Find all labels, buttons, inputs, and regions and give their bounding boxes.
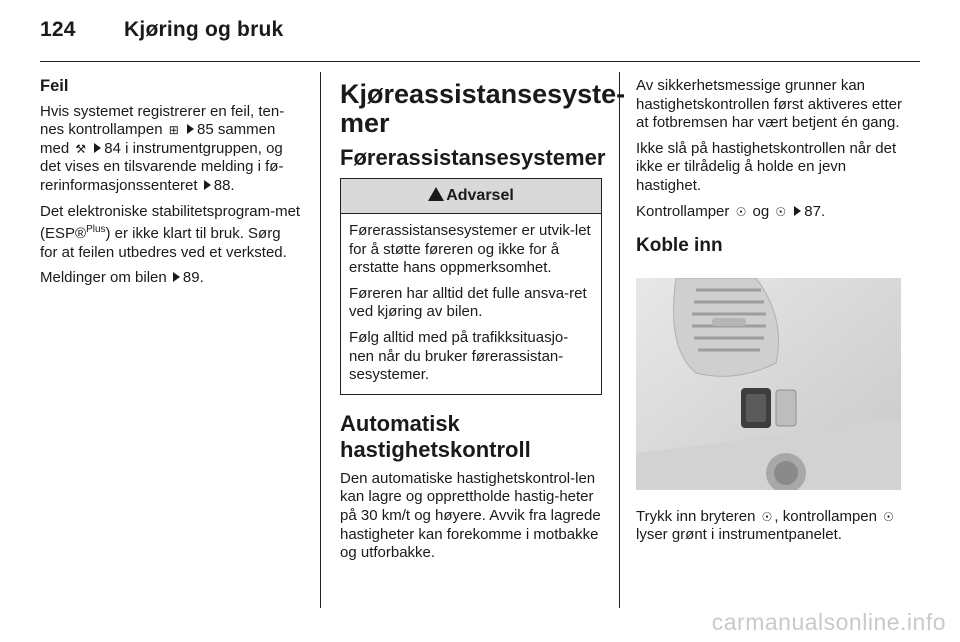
paragraph: Det elektroniske stabilitetsprogram-met (ESP®$^{Plus}$) er ikke klart til bruk. Sørg for at feilen utbedres ved et verksted. [40,202,301,261]
column-2 [340,79,626,570]
paragraph: Den automatiske hastighetskontrol-len kan lagre og opprettholde hastig-heter på 30 km/t og høyere. Avvik fra lagrede hastigheter kan forekomme i motbakke og utforbakke. [340,469,601,562]
warning-triangle-icon [428,187,444,201]
reference-arrow-icon [187,124,194,134]
column-1 [40,77,302,295]
warning-text: Følg alltid med på trafikksituasjo-nen når du bruker førerassistan-sesystemer. [349,328,569,384]
chapter-title: Kjøring og bruk [124,18,284,41]
cruise-control-icon: ☉ [761,509,773,524]
paragraph: Ikke slå på hastighetskontrollen når det ikke er tilrådelig å holde en jevn hastighet. [636,139,897,194]
cruise-control-icon: ☉ [775,204,787,219]
paragraph: Av sikkerhetsmessige grunner kan hastighetskontrollen først aktiveres etter at fotbremsen har vært betjent én gang. [636,77,902,132]
warning-box [340,178,602,395]
warning-text: Føreren har alltid det fulle ansva-ret ved kjøring av bilen. [349,284,587,321]
warning-label: Advarsel [446,187,514,204]
superscript: Plus [86,224,106,236]
watermark: carmanualsonline.info [711,609,946,635]
paragraph: Kontrollamper ☉ og ☉ 87. [636,202,826,220]
warning-text: Førerassistansesystemer er utvik-let for å støtte føreren og ikke for å erstatte hans oppmerksomhet. [349,222,591,277]
cruise-control-icon: ☉ [735,204,747,219]
page-reference-link[interactable]: 89. [182,269,204,287]
reference-arrow-icon [94,143,101,153]
subsection-title: Førerassistansesystemer [340,145,606,170]
reference-arrow-icon [173,272,180,282]
page-reference-link[interactable]: 88. [213,176,235,194]
photo-caption: Trykk inn bryteren ☉ , kontrollampen ☉ lyser grønt i instrumentpanelet. [636,507,894,544]
page-reference-link[interactable]: 85 [196,121,214,139]
section-heading-feil: Feil [40,77,69,95]
page-header [40,18,283,42]
paragraph: Hvis systemet registrerer en feil, ten-nes kontrollampen ⊞ 85 sammen med ⚒ 84 i instrumentgruppen, og det vises en tilsvarende melding i fø-rerinformasjonssenteret 88. [40,102,285,194]
warning-header [341,179,601,214]
wrench-icon: ⚒ [75,141,87,156]
reference-arrow-icon [204,180,211,190]
column-3 [636,77,904,552]
column-divider [619,72,620,608]
chapter-section-title: Kjøreassistansesyste-mer [340,79,626,138]
esp-warning-icon: ⊞ [168,123,179,138]
section-heading-koble-inn: Koble inn [636,235,723,257]
column-divider [320,72,321,608]
header-rule [40,61,920,62]
page-reference-link[interactable]: 87. [804,202,826,220]
page-number: 124 [40,18,76,41]
paragraph: Meldinger om bilen 89. [40,269,204,287]
warning-body [341,214,601,394]
page-reference-link[interactable]: 84 [104,139,121,157]
dashboard-switch-photo [636,278,901,490]
reference-arrow-icon [794,206,801,216]
section-title-cruise-control: Automatisk hastighetskontroll [340,410,531,462]
cruise-control-icon: ☉ [883,509,894,524]
